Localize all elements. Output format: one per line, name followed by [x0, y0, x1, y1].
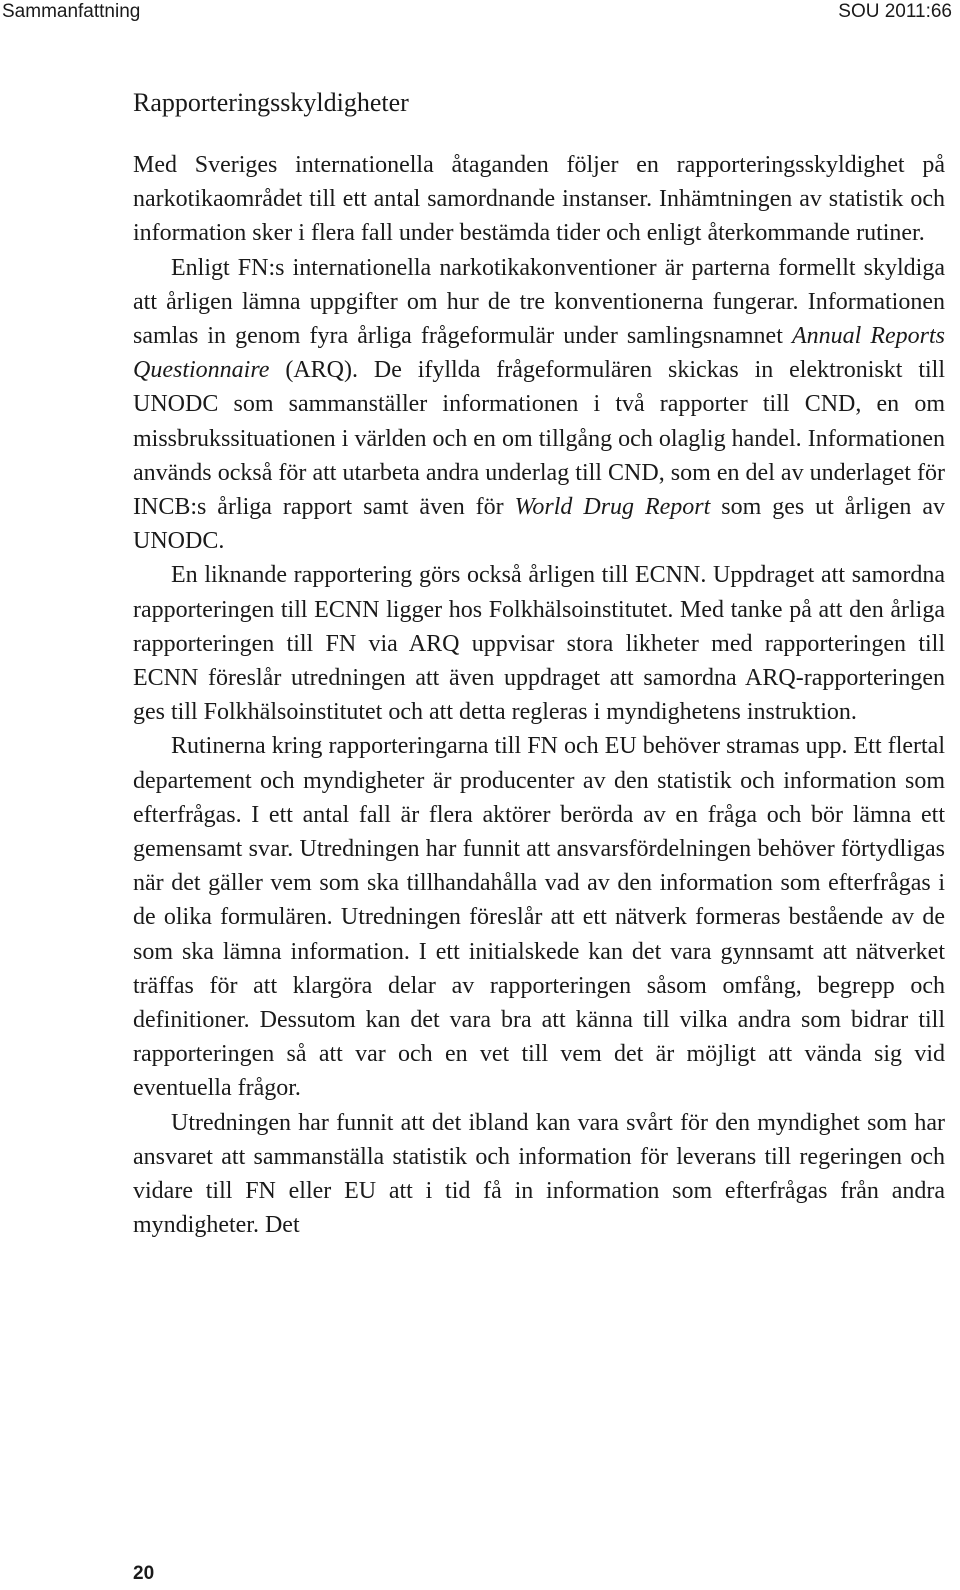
paragraph-2-part-a: Enligt FN:s internationella narkotikakonventioner är parterna formellt skyldiga att årligen lämna uppgifter om hur de tre konventionerna fungerar. Informationen samlas in genom fyra årliga frågeformulär under samlingsnamnet	[133, 254, 945, 350]
paragraph-5: Utredningen har funnit att det ibland kan vara svårt för den myndighet som har ansvaret att sammanställa statistik och information för leverans till regeringen och vidare till FN eller EU att i tid få in information som efterfrågas från andra myndigheter. Det	[133, 1109, 945, 1239]
paragraph-4: Rutinerna kring rapporteringarna till FN och EU behöver stramas upp. Ett flertal departement och myndigheter är producenter av den statistik och information som efterfrågas. I ett antal fall är flera aktörer berörda av en fråga och bör lämna ett gemensamt svar. Utredningen har funnit att ansvarsfördelningen behöver förtydligas när det gäller vem som ska tillhandahålla vad av den information som efterfrågas i de olika formulären. Utredningen föreslår att ett nätverk formeras bestående av de som ska lämna information. I ett initialskede kan det vara gynnsamt att nätverket träffas för att klargöra delar av rapporteringen såsom omfång, begrepp och definitioner. Dessutom kan det vara bra att känna till vilka andra som bidrar till rapporteringen så att var och en vet till vem det är möjligt att vända sig vid eventuella frågor.	[133, 733, 945, 1102]
paragraph-2-part-b: (ARQ). De ifyllda frågeformulären skickas in elektroniskt till UNODC som sammanställer informationen i två rapporter till CND, en om missbrukssituationen i världen och en om tillgång och olaglig handel. Informationen används också för att utarbeta andra underlag till CND, som en del av underlaget för INCB:s årliga rapport samt även för	[133, 357, 945, 521]
page-number: 20	[133, 1563, 155, 1584]
section-title: Rapporteringsskyldigheter	[133, 88, 409, 117]
paragraph-2	[133, 251, 945, 559]
paragraph-2-part-c: som ges ut årligen av UNODC.	[133, 494, 946, 555]
header-chapter-title: Sammanfattning	[2, 1, 141, 22]
header-report-id: SOU 2011:66	[838, 1, 952, 22]
paragraph-1: Med Sveriges internationella åtaganden följer en rapporteringsskyldighet på narkotikaområdet till ett antal samordnande instanser. Inhämtningen av statistik och information sker i flera fall under bestämda tider och enligt återkommande rutiner.	[133, 152, 945, 247]
page-body	[133, 86, 945, 1243]
running-header	[0, 0, 960, 24]
paragraph-3: En liknande rapportering görs också årligen till ECNN. Uppdraget att samordna rapporteringen till ECNN ligger hos Folkhälsoinstitutet. Med tanke på att den årliga rapporteringen till FN via ARQ uppvisar stora likheter med rapporteringen till ECNN föreslår utredningen att även uppdraget att samordna ARQ-rapporteringen ges till Folkhälsoinstitutet och att detta regleras i myndighetens instruktion.	[133, 562, 945, 726]
arq-title-italic: Annual Reports Questionnaire	[133, 323, 946, 384]
world-drug-report-italic: World Drug Report	[514, 494, 711, 521]
